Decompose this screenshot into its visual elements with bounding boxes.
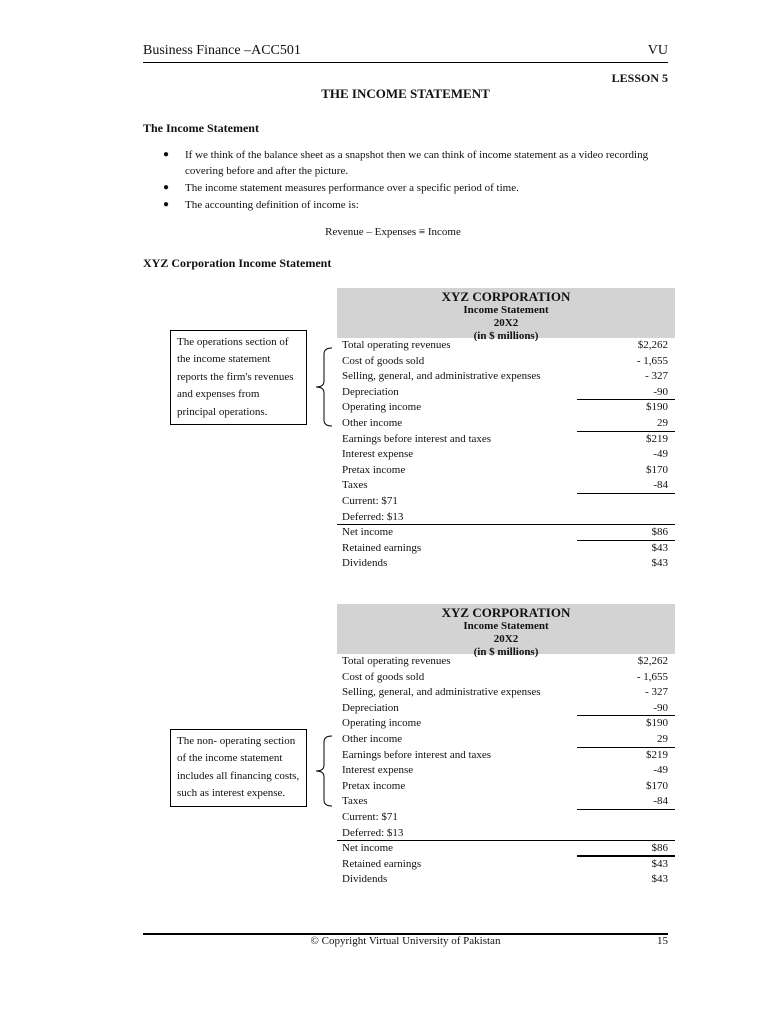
row-label: Interest expense: [342, 448, 414, 461]
row-label: Dividends: [342, 873, 388, 886]
row-value: $86: [651, 526, 668, 539]
row-value: -90: [653, 385, 668, 398]
table-row: [337, 463, 675, 479]
table-row: [337, 748, 675, 764]
row-label: Deferred: $13: [342, 510, 404, 523]
row-label: Cost of goods sold: [342, 354, 425, 367]
statement-subtitle: Income Statement: [463, 620, 549, 632]
row-label: Pretax income: [342, 463, 406, 476]
row-value: -49: [653, 764, 668, 777]
row-value: 29: [657, 416, 668, 429]
statement-units: (in $ millions): [473, 330, 539, 342]
row-value: $2,262: [637, 655, 668, 667]
table-row: [337, 494, 675, 510]
company-name: XYZ CORPORATION: [441, 289, 571, 304]
row-value: $190: [646, 717, 668, 730]
list-item: ● The income statement measures performance over a specific period of time.: [163, 182, 519, 194]
non-operating-note-box: The non- operating section of the income statement includes all financing costs, such as interest expense.: [170, 729, 307, 807]
list-item: ● The accounting definition of income is:: [163, 199, 359, 211]
row-label: Taxes: [342, 479, 368, 492]
table-row: [337, 556, 675, 572]
row-label: Taxes: [342, 795, 368, 808]
row-value: $219: [646, 432, 668, 445]
row-value: -49: [653, 448, 668, 461]
table-row: [337, 872, 675, 888]
header-rule: [143, 62, 668, 63]
table-row: [337, 510, 675, 526]
table-row: [337, 810, 675, 826]
page-title: THE INCOME STATEMENT: [321, 86, 490, 101]
row-label: Net income: [342, 526, 394, 539]
row-value: - 1,655: [636, 354, 668, 367]
statement-header: [337, 604, 675, 658]
company-name: XYZ CORPORATION: [441, 605, 571, 620]
page-number: 15: [657, 935, 668, 947]
table-row: [337, 779, 675, 795]
table-row: [337, 400, 675, 416]
row-label: Pretax income: [342, 779, 406, 792]
row-value: $190: [646, 401, 668, 414]
statement-rows: [337, 338, 675, 572]
table-row: [337, 478, 675, 494]
row-value: $170: [646, 463, 668, 476]
row-value: $86: [651, 842, 668, 855]
footer-copyright: © Copyright Virtual University of Pakistan: [310, 935, 501, 947]
row-label: Interest expense: [342, 764, 414, 777]
row-value: $43: [651, 541, 668, 554]
row-value: $170: [646, 779, 668, 792]
table-row: [337, 701, 675, 717]
row-value: 29: [657, 732, 668, 745]
table-row: [337, 432, 675, 448]
bullet-icon: ●: [163, 182, 170, 193]
table-row: [337, 857, 675, 873]
table-row: [337, 670, 675, 686]
income-statement-table-1: [337, 288, 675, 572]
row-label: Earnings before interest and taxes: [342, 748, 492, 761]
bullet-icon: ●: [163, 199, 170, 210]
row-value: $43: [651, 557, 668, 570]
row-label: Total operating revenues: [342, 339, 451, 351]
row-label: Selling, general, and administrative expenses: [342, 686, 541, 699]
table-row: [337, 369, 675, 385]
statement-header: [337, 288, 675, 342]
row-value: - 1,655: [636, 670, 668, 683]
table-row: [337, 541, 675, 557]
row-value: - 327: [645, 686, 668, 699]
table-row: [337, 416, 675, 432]
row-value: $43: [651, 873, 668, 886]
row-label: Net income: [342, 842, 394, 855]
row-label: Depreciation: [342, 701, 399, 714]
section-heading-income-statement: The Income Statement: [143, 121, 259, 135]
row-label: Retained earnings: [342, 857, 422, 870]
row-label: Current: $71: [342, 810, 398, 823]
income-statement-table-2: [337, 604, 675, 888]
row-label: Dividends: [342, 557, 388, 570]
table-row: [337, 685, 675, 701]
bullet-icon: ●: [163, 149, 170, 160]
header-org: VU: [647, 43, 668, 58]
row-label: Deferred: $13: [342, 826, 404, 839]
statement-year: 20X2: [493, 317, 519, 329]
row-value: -84: [653, 795, 668, 808]
list-item: ● If we think of the balance sheet as a snapshot then we can think of income statement as a video recording covering before and after the picture.: [163, 149, 649, 177]
row-label: Depreciation: [342, 385, 399, 398]
table-row: [337, 525, 675, 541]
row-label: Operating income: [342, 401, 422, 414]
row-value: $219: [646, 748, 668, 761]
statement-rows: [337, 654, 675, 888]
header-course: Business Finance –ACC501: [143, 43, 301, 58]
row-value: -90: [653, 701, 668, 714]
brace-icon: [308, 734, 334, 808]
table-row: [337, 826, 675, 842]
brace-icon: [308, 346, 334, 428]
table-row: [337, 763, 675, 779]
lesson-label: LESSON 5: [611, 71, 668, 85]
row-label: Other income: [342, 416, 403, 429]
table-row: [337, 732, 675, 748]
table-row: [337, 338, 675, 354]
table-row: [337, 716, 675, 732]
row-label: Retained earnings: [342, 541, 422, 554]
row-label: Cost of goods sold: [342, 670, 425, 683]
table-row: [337, 354, 675, 370]
row-label: Operating income: [342, 717, 422, 730]
table-row: [337, 447, 675, 463]
row-label: Total operating revenues: [342, 655, 451, 667]
operations-note-box: The operations section of the income statement reports the firm's revenues and expenses from principal operations.: [170, 330, 307, 425]
row-label: Selling, general, and administrative expenses: [342, 370, 541, 383]
section-heading-xyz: XYZ Corporation Income Statement: [143, 256, 332, 270]
row-label: Current: $71: [342, 494, 398, 507]
row-value: - 327: [645, 370, 668, 383]
statement-units: (in $ millions): [473, 646, 539, 658]
row-value: -84: [653, 479, 668, 492]
bullet-list: [163, 147, 668, 214]
row-label: Other income: [342, 732, 403, 745]
income-formula: Revenue – Expenses ≡ Income: [325, 226, 461, 238]
table-row: [337, 385, 675, 401]
table-row: [337, 654, 675, 670]
row-value: $2,262: [637, 339, 668, 351]
row-value: $43: [651, 857, 668, 870]
statement-subtitle: Income Statement: [463, 304, 549, 316]
table-row: [337, 794, 675, 810]
statement-year: 20X2: [493, 633, 519, 645]
table-row: [337, 841, 675, 857]
row-label: Earnings before interest and taxes: [342, 432, 492, 445]
